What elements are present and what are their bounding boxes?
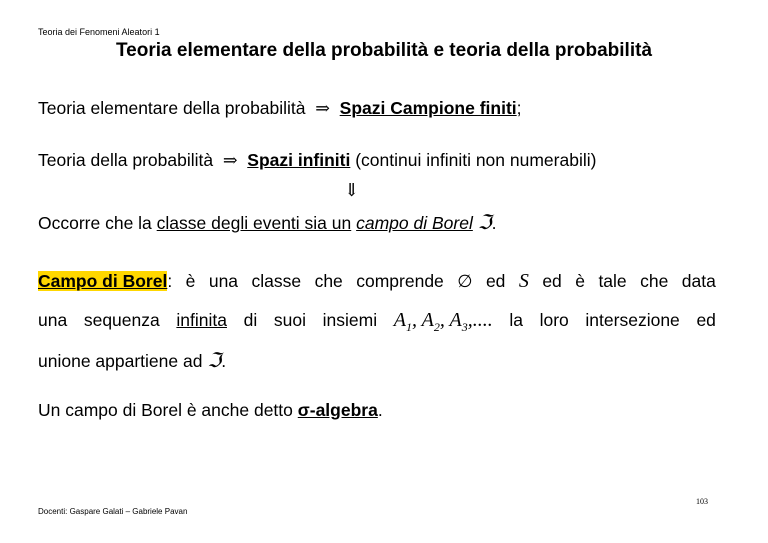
borel-field-term: campo di Borel: [356, 213, 473, 233]
event-class-text: classe degli eventi sia un: [156, 213, 352, 233]
word: sequenza: [83, 310, 160, 330]
word: intersezione: [585, 310, 680, 330]
word: la: [509, 310, 523, 330]
word: che: [640, 271, 669, 291]
footer-authors: Docenti: Gaspare Galati – Gabriele Pavan: [38, 507, 188, 516]
sample-space-symbol: S: [518, 270, 529, 292]
slide-header: Teoria dei Fenomeni Aleatori 1: [38, 27, 160, 37]
word: ed: [542, 271, 562, 291]
down-arrow-icon: ⇓: [344, 180, 360, 201]
line-end-period: .: [491, 213, 497, 233]
line-end-period: .: [377, 400, 383, 420]
line-sigma-algebra: [38, 400, 383, 421]
word: data: [681, 271, 716, 291]
line-probability-theory: [38, 150, 596, 171]
word: classe: [251, 271, 302, 291]
implies-arrow-icon: ⇒: [315, 99, 330, 119]
sigma-algebra-text: Un campo di Borel è anche detto: [38, 400, 293, 420]
finite-sample-spaces-term: Spazi Campione finiti: [339, 98, 517, 118]
infinite-spaces-note: (continui infiniti non numerabili): [355, 150, 597, 170]
definition-row-1: [38, 270, 716, 293]
word: di: [243, 310, 258, 330]
borel-field-definition-term: Campo di Borel: [38, 271, 168, 291]
page-number: 103: [696, 497, 708, 506]
line-borel-requirement: [38, 210, 497, 235]
definition-row-2: [38, 309, 716, 335]
word: è: [575, 271, 585, 291]
definition-colon: :: [167, 271, 173, 291]
probability-theory-text: Teoria della probabilità: [38, 150, 214, 170]
borel-field-symbol: ℑ: [477, 212, 492, 234]
sigma-algebra-term: σ-algebra: [297, 400, 378, 420]
empty-set-symbol: ∅: [457, 272, 473, 292]
word: tale: [598, 271, 627, 291]
word: suoi: [273, 310, 306, 330]
word: ed: [696, 310, 716, 330]
line-end-semicolon: ;: [516, 98, 522, 118]
word: una: [208, 271, 239, 291]
word: una: [38, 310, 68, 330]
union-text: unione appartiene ad: [38, 351, 203, 371]
word: che: [314, 271, 343, 291]
set-sequence-formula: $A_1$, $A_2$, $A_3$,....: [393, 309, 493, 334]
word: loro: [539, 310, 569, 330]
word: comprende: [356, 271, 444, 291]
word: insiemi: [322, 310, 378, 330]
word: è: [185, 271, 196, 291]
word-infinite: infinita: [176, 310, 227, 330]
slide-title: Teoria elementare della probabilità e teoria della probabilità: [115, 40, 653, 61]
infinite-spaces-term: Spazi infiniti: [247, 150, 351, 170]
line-end-period: .: [221, 351, 227, 371]
elementary-theory-text: Teoria elementare della probabilità: [38, 98, 306, 118]
borel-field-symbol: ℑ: [207, 350, 222, 372]
implies-arrow-icon: ⇒: [222, 151, 238, 171]
line-elementary-theory: [38, 98, 522, 119]
requirement-text: Occorre che la: [38, 213, 152, 233]
definition-row-3: [38, 348, 226, 373]
word: ed: [485, 271, 506, 291]
